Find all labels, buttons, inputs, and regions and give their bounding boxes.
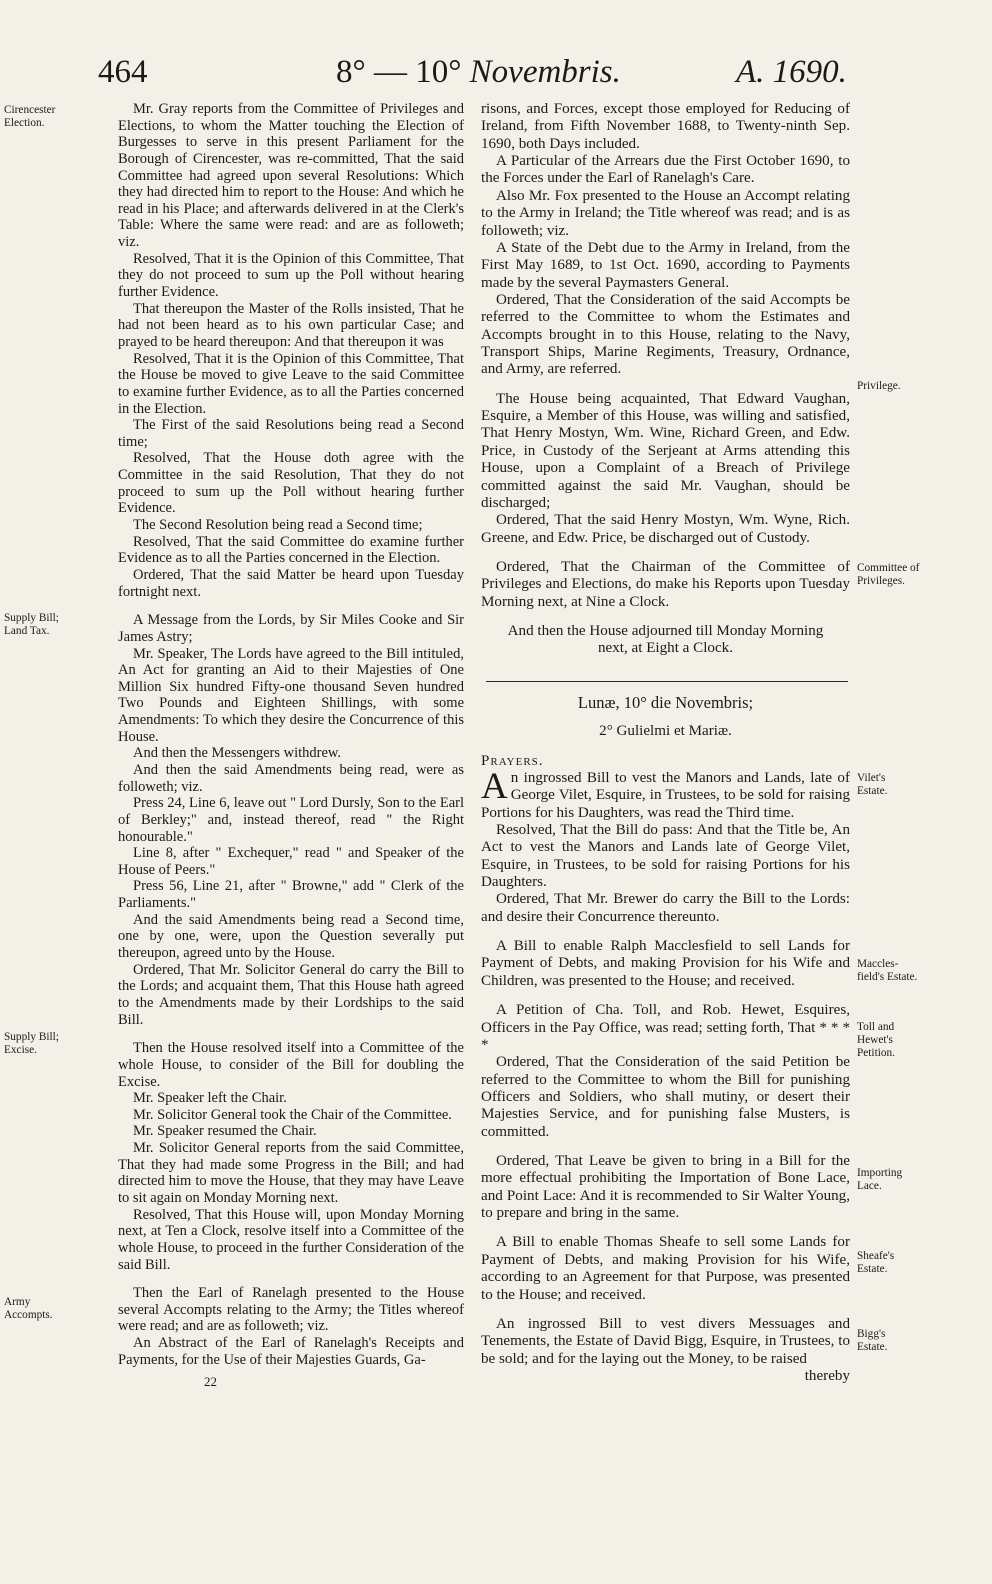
margin-note-supply-land-tax: Supply Bill; Land Tax. [4, 612, 59, 637]
paragraph: Resolved, That this House will, upon Monday Morning next, at Ten a Clock, resolve itself into a Committee of the whole House, to proceed in the further Consideration of the said Bill. [118, 1206, 464, 1273]
paragraph: Resolved, That the House doth agree with the Committee in the said Resolution, That they do not proceed to sum up the Poll without hearing further Evidence. [118, 450, 464, 517]
margin-note-toll-hewet: Toll and Hewet's Petition. [857, 1021, 895, 1059]
prayers-heading: Prayers. [481, 752, 544, 769]
paragraph: Ordered, That the Consideration of the said Accompts be referred to the Committee to whom the Estimates and Accompts brought in to this House, relating to the Navy, Transport Ships, Marine Regiments, Treasury, Ordnance, and Army, are referred. [481, 291, 850, 378]
paragraph: Resolved, That the said Committee do examine further Evidence as to all the Parties concerned in the Election. [118, 533, 464, 567]
paragraph: A Message from the Lords, by Sir Miles Cooke and Sir James Astry; [118, 612, 464, 645]
paragraph: The First of the said Resolutions being read a Second time; [118, 417, 464, 450]
paragraph: A Bill to enable Thomas Sheafe to sell some Lands for Payment of Debts, and making Provision for his Wife, according to an Agreement for that Purpose, was presented to the House; and received. [481, 1234, 850, 1303]
margin-note-vilets-estate: Vilet's Estate. [857, 772, 888, 797]
paragraph: Mr. Speaker resumed the Chair. [133, 1123, 317, 1140]
paragraph: Ordered, That Mr. Brewer do carry the Bill to the Lords: and desire their Concurrence thereunto. [481, 891, 850, 925]
running-head-year: A. 1690. [736, 54, 847, 90]
regnal-year: 2° Gulielmi et Mariæ. [599, 723, 732, 740]
paragraph: Also Mr. Fox presented to the House an Accompt relating to the Army in Ireland; the Title whereof was read; and is as followeth; viz. [481, 187, 850, 239]
right-column [481, 101, 850, 1385]
paragraph: Resolved, That it is the Opinion of this Committee, That they do not proceed to sum up the Poll without hearing further Evidence. [118, 250, 464, 301]
paragraph: Mr. Gray reports from the Committee of Privileges and Elections, to whom the Matter touching the Election of Burgesses to serve in this present Parliament for the Borough of Cirencester, was re-committed, That the said Committee had agreed upon several Resolutions: Which they had directed him to report to the House: And which he read in his Place; and afterwards delivered in at the Clerk's Table: Where the same were read: and are as followeth; viz. [118, 101, 464, 251]
paragraph: Ordered, That the said Henry Mostyn, Wm. Wyne, Rich. Greene, and Edw. Price, be discharged out of Custody. [481, 512, 850, 546]
drop-cap: A [481, 765, 508, 807]
paragraph-text: n ingrossed Bill to vest the Manors and Lands, late of George Vilet, Esquire, in Trustees, to be sold for raising Portions for his Daughters, was read the Third time. [481, 769, 850, 821]
paragraph: The Second Resolution being read a Second time; [133, 517, 423, 534]
paragraph: Then the Earl of Ranelagh presented to the House several Accompts relating to the Army; the Titles whereof were read; and are as followeth; viz. [118, 1285, 464, 1335]
paragraph: Ordered, That the Consideration of the said Petition be referred to the Committee to whom the Bill for punishing Officers and Soldiers, who shall mutiny, or desert their Majesties Service, and for punishing false Musters, is committed. [481, 1054, 850, 1140]
left-column [118, 101, 464, 1368]
paragraph: Press 56, Line 21, after " Browne," add " Clerk of the Parliaments." [118, 878, 464, 912]
date-range: 8° — 10° [336, 54, 462, 90]
paragraph: And then the said Amendments being read, were as followeth; viz. [118, 761, 464, 795]
paragraph: A Petition of Cha. Toll, and Rob. Hewet, Esquires, Officers in the Pay Office, was read; setting forth, That * * * * [481, 1002, 850, 1053]
page-number: 464 [98, 54, 148, 90]
catchword: thereby [804, 1368, 850, 1384]
paragraph: Ordered, That the Chairman of the Committee of Privileges and Elections, do make his Reports upon Tuesday Morning next, at Nine a Clock. [481, 558, 850, 610]
margin-note-privilege: Privilege. [857, 380, 901, 392]
paragraph: Resolved, That the Bill do pass: And that the Title be, An Act to vest the Manors and Lands late of George Vilet, Esquire, in Trustees, to be sold for raising Portions for his Daughters. [481, 821, 850, 891]
paragraph: Press 24, Line 6, leave out " Lord Dursly, Son to the Earl of Berkley;" and, instead thereof, read " the Right honourable." [118, 795, 464, 845]
month: Novembris. [469, 54, 621, 90]
day-heading: Lunæ, 10° die Novembris; [577, 692, 754, 712]
margin-note-army-accompts: Army Accompts. [4, 1296, 53, 1321]
paragraph: Mr. Speaker, The Lords have agreed to the Bill intituled, An Act for granting an Aid to their Majesties of One Million Six hundred Fifty-one thousand Seven hundred Two Pounds and Eighteen Shillings, with some Amendments: To which they desire the Concurrence of this House. [118, 645, 464, 745]
paragraph: An Abstract of the Earl of Ranelagh's Receipts and Payments, for the Use of their Majesties Guards, Ga- [118, 1335, 464, 1368]
margin-note-biggs-estate: Bigg's Estate. [857, 1328, 888, 1353]
paragraph: risons, and Forces, except those employed for Reducing of Ireland, from Fifth November 1688, to Twenty-ninth Sep. 1690, both Days included. [481, 101, 850, 152]
paragraph: And then the Messengers withdrew. [133, 745, 342, 762]
margin-note-supply-excise: Supply Bill; Excise. [4, 1031, 59, 1056]
paragraph: Mr. Solicitor General reports from the said Committee, That they had made some Progress in the Bill; and had directed him to move the House, that they may have Leave to sit again on Monday Morning next. [118, 1140, 464, 1206]
running-head-date [336, 52, 621, 92]
margin-note-committee-privileges: Committee of Privileges. [857, 562, 920, 587]
paragraph: Ordered, That Leave be given to bring in a Bill for the more effectual prohibiting the Importation of Bone Lace, and Point Lace: And it is recommended to Sir Walter Young, to prepare and bring in the same. [481, 1153, 850, 1222]
paragraph: Then the House resolved itself into a Committee of the whole House, to consider of the Bill for doubling the Excise. [118, 1040, 464, 1090]
paragraph: The House being acquainted, That Edward Vaughan, Esquire, a Member of this House, was willing and satisfied, That Henry Mostyn, Wm. Wine, Richard Green, and Edw. Price, in Custody of the Serjeant at Arms attending this House, upon a Complaint of a Breach of Privilege committed against the said Mr. Vaughan, should be discharged; [481, 390, 850, 511]
paragraph: That thereupon the Master of the Rolls insisted, That he had not been heard as to his own particular Case; and prayed to be heard thereupon: And that thereupon it was [118, 300, 464, 350]
paragraph: A State of the Debt due to the Army in Ireland, from the First May 1689, to 1st Oct. 1690, according to Payments made by the several Paymasters General. [481, 239, 850, 291]
paragraph: Ordered, That Mr. Solicitor General do carry the Bill to the Lords; and acquaint them, That this House hath agreed to the Amendments made by their Lordships to the said Bill. [118, 961, 464, 1028]
paragraph: A Particular of the Arrears due the First October 1690, to the Forces under the Earl of Ranelagh's Care. [481, 153, 850, 187]
margin-note-macclesfields-estate: Maccles- field's Estate. [857, 958, 918, 983]
margin-note-importing-lace: Importing Lace. [857, 1167, 903, 1192]
section-rule [486, 681, 848, 682]
paragraph: Mr. Solicitor General took the Chair of the Committee. [133, 1106, 452, 1123]
adjournment: And then the House adjourned till Monday Morning next, at Eight a Clock. [507, 623, 824, 657]
paragraph: Ordered, That the said Matter be heard upon Tuesday fortnight next. [118, 566, 464, 600]
paragraph: Mr. Speaker left the Chair. [133, 1090, 287, 1107]
paragraph: An ingrossed Bill to vest divers Messuages and Tenements, the Estate of David Bigg, Esquire, in Trustees, to be sold; and for the laying out the Money, to be raised [481, 1315, 850, 1367]
paragraph: A Bill to enable Ralph Macclesfield to sell Lands for Payment of Debts, and making Provision for his Wife and Children, was presented to the House; and received. [481, 938, 850, 989]
paragraph: And the said Amendments being read a Second time, one by one, were, upon the Question severally put thereupon, agreed unto by the House. [118, 911, 464, 962]
spacer [481, 658, 850, 694]
paragraph: Line 8, after " Exchequer," read " and Speaker of the House of Peers." [118, 845, 464, 878]
paragraph: Resolved, That it is the Opinion of this Committee, That the House be moved to give Leave to the said Committee to examine further Evidence, as to all the Parties concerned in the Election. [118, 350, 464, 417]
paragraph [481, 765, 850, 822]
margin-note-sheafes-estate: Sheafe's Estate. [857, 1250, 895, 1275]
margin-note-cirencester: Cirencester Election. [4, 104, 56, 129]
signature-mark: 22 [204, 1374, 217, 1389]
